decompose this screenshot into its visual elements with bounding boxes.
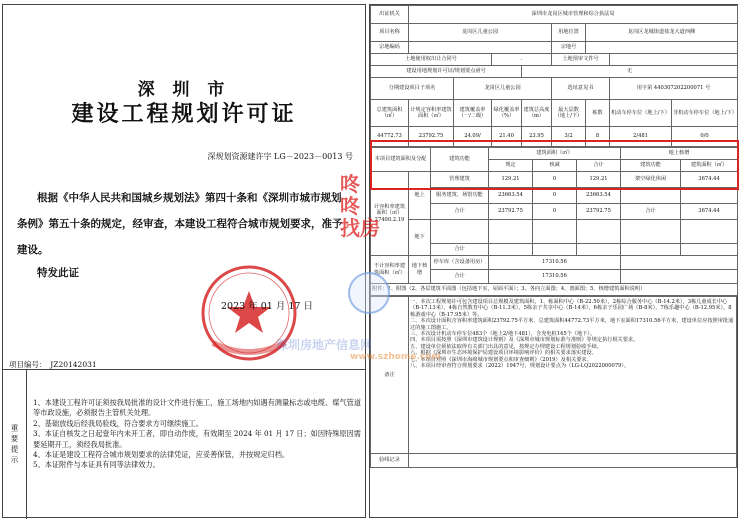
area-header: 建筑功能 <box>621 160 681 172</box>
key-value: 0/0 <box>672 127 738 147</box>
project-info-table <box>370 5 738 147</box>
issue-date: 2023 年 01 月 17 日 <box>221 301 313 312</box>
site-watermark: 深圳房地产信息网 <box>276 338 373 352</box>
key-header: 总建筑面积（㎡） <box>371 100 409 127</box>
watermark-char: 咚 <box>340 172 360 196</box>
sub-project-label: 分期建设项目子项名 <box>371 78 454 100</box>
key-header: 建筑覆盖率（一/二级） <box>454 100 492 127</box>
issuer-value: 深圳市龙岗区城市管理和综合执法局 <box>409 6 738 24</box>
area-header: 规定 <box>489 160 533 172</box>
watermark-char: 房 <box>360 216 380 240</box>
key-value: 2/481 <box>610 127 672 147</box>
note-item: 3、本证自核发之日起壹年内未开工者，即自动作废，有效期至 2024 年 01 月 17 日；如因特殊原因需要延期开工，须经我局批准。 <box>33 429 361 449</box>
key-value: 21.40 <box>492 127 522 147</box>
project-value: 龙岗区儿童公园 <box>409 24 552 42</box>
project-label: 项目名称 <box>371 24 409 42</box>
remark-item: 五、建设单位须依法取得有关部门出具的意见，按规定办理建设工程规划验收手续。 <box>410 343 602 350</box>
sub-project-value: 龙岗区儿童公园 <box>454 78 552 100</box>
table-row: 计容积率建筑面积（㎡）27400.2.19 地上 管理建筑 129.21 0 129.21 架空绿化休闲 3674.44 <box>371 172 738 188</box>
key-metrics-highlight <box>370 140 739 190</box>
site-opinion-label: 选址意见书 <box>552 78 610 100</box>
area-group-label: 计容积率建筑面积（㎡）27400.2.19 <box>371 172 409 256</box>
watermark-char: 找 <box>340 216 360 240</box>
remark-item: 四、本项目需按照《深圳市建筑设计规则》及《深圳市城市规划标准与准则》等规定执行相关要求。 <box>410 337 639 344</box>
key-header: 非机动车停车位（地上/下） <box>672 100 738 127</box>
key-header: 最大层数（地上/下） <box>552 100 586 127</box>
area-header: 地上核增 <box>621 148 738 160</box>
remark-item: 三、本次设计机动车停车位483个（地上2/地下481），含充电桩145个（地下）。 <box>410 331 596 338</box>
key-header: 建筑总高度（m） <box>522 100 552 127</box>
area-header: 建筑功能 <box>431 148 489 172</box>
remark-item: 六、根据《深圳市生态环境保护局建设项目环境影响评价》的相关要求落实建设。 <box>410 350 597 357</box>
certificate-body: 根据《中华人民共和国城乡规划法》第四十条和《深圳市城市规划条例》第五十条的规定，经审查，本建设工程符合城市规划要求，准予建设。 <box>17 192 343 256</box>
land-pre-label: 土地预审文件号 <box>552 54 610 66</box>
nonfar-group-label: 不计容积率建筑面积（㎡） <box>371 256 409 284</box>
key-value: 44772.73 <box>371 127 409 147</box>
issuer-label: 出证机关 <box>371 6 409 24</box>
area-header: 建筑面积（㎡） <box>489 148 621 160</box>
area-header: 合计 <box>577 160 621 172</box>
remarks-content <box>409 297 737 454</box>
remark-item: 一、本次工程规划许可包含建设项目总规模及建筑面积，1、栋面积中心（B-22.50米），2栋综合服务中心（B-14.2米），3栋儿童成长中心（B-17.13米），4栋自然教育中心（B-11.3米），5栋亲子共享中心（B-14米），6栋亲子乐园广场（B-8米），7栋乐趣中心（B-12.95米），8栋游戏中心（B-17.95米）等。 <box>410 299 732 318</box>
key-value: 8 <box>586 127 610 147</box>
parcel-label: 宗地编码 <box>371 42 409 54</box>
watermark-char: 咚 <box>340 194 360 218</box>
parcel-no-label: 宗地号 <box>552 42 586 54</box>
plan-label: 建设用地规划许可证/规划要点函号 <box>371 66 522 78</box>
acceptance-label: 验线记录 <box>371 454 409 468</box>
note-item: 1、本建设工程许可证须按我局批准的设计文件进行施工，施工场地内如遇有测量标志或电缆、煤气管道等市政设施，必须报告主管机关处理。 <box>33 398 362 418</box>
note-item: 5、本证附件与本证具有同等法律效力。 <box>33 460 160 470</box>
permit-attachment-page <box>369 4 738 518</box>
key-header: 机动车停车位（地上/下） <box>610 100 672 127</box>
land-doc-value: . <box>492 54 552 66</box>
note-item: 4、本证是建设工程符合城市规划要求的法律凭证，应妥善保管，并按规定归档。 <box>33 450 290 460</box>
key-header: 栋数 <box>586 100 610 127</box>
site-url-watermark: www.szhome.com <box>350 352 441 362</box>
remark-item: 八、本项目经审查符合规划要求（2022）1947号，规划设计要点为（LG-LQ2022000079）。 <box>410 363 630 370</box>
table-row: 服务建筑、场馆功能 23663.54 0 23663.54 <box>371 188 738 204</box>
city-heading: 深 圳 市 <box>137 80 231 100</box>
remarks-label: 备注 <box>371 297 409 454</box>
remark-item: 七、本项目对照《深圳市海绵城市规划要点和审查细则》（2019）及相关要求。 <box>410 356 592 363</box>
attachments-line: 附件：1、附图（2、各层建筑平面图（包括地下室，屋面平面）；3、各向立面图；4、剖面图；5、核增建筑面积说明） <box>371 284 738 296</box>
land-doc-label: 土地使用权出让合同号 <box>371 54 492 66</box>
plan-value: 无 <box>522 66 738 78</box>
area-header: 核减 <box>533 160 577 172</box>
site-logo-icon <box>348 272 390 314</box>
special-issue-text: 特发此证 <box>37 267 79 279</box>
land-use-number: 用字第 440307202200071 号 <box>610 78 738 100</box>
key-header: 计规定容积率建筑面积（㎡） <box>409 100 454 127</box>
permit-number: 深规划资源建许字 LG－2023－0013 号 <box>207 152 353 161</box>
notes-label: 重要提示 <box>3 370 27 519</box>
area-header: 本项目建筑面积及分配 <box>371 148 431 172</box>
area-table: 本项目建筑面积及分配 建筑功能 建筑面积（㎡） 地上核增 规定 核减 合计 建筑功能 建筑面积（㎡） 计容积率建筑面积（㎡）27400.2.19 地上 管理建筑 129.21 0 129.21 架空绿化休闲 3674.44 服务建筑、场馆功能 23663.54 0 23663.54 合计 23792.75 0 23792.75 合计 3674.44 地下 合计 不计容积率建筑面积（㎡） 地下核增 停车库（含设备用房） 17310.56 合计 17310.56 附件：1、附图（2、各层建筑平面图（包括地下室，屋面平面）；3、各向立面图；4、剖面图；5、核增建筑面积说明） <box>370 147 738 296</box>
table-row: 合计 23792.75 0 23792.75 合计 3674.44 <box>371 204 738 220</box>
permit-certificate-page <box>2 4 366 518</box>
remark-item: 二、本次设计面积含容积率建筑面积23792.75平方米，总建筑面积44772.73平方米，地下室面积17310.56平方米，建设单位应按照审批通过的施工图施工。 <box>410 318 734 331</box>
note-item: 2、基础放线后经我局验线，符合要求方可继续施工。 <box>33 418 203 428</box>
key-value: 24.09/ <box>454 127 492 147</box>
important-notes <box>3 369 365 519</box>
certificate-title: 建设工程规划许可证 <box>71 101 297 127</box>
location-value: 龙岗区龙城街道盐龙大道西侧 <box>586 24 738 42</box>
key-value: 3/2 <box>552 127 586 147</box>
key-header: 绿化覆盖率（%） <box>492 100 522 127</box>
key-value: 23792.75 <box>409 127 454 147</box>
area-header: 建筑面积（㎡） <box>681 160 738 172</box>
key-value: 23.95 <box>522 127 552 147</box>
remarks-table <box>370 296 737 468</box>
item-number: 项目编号： JZ20142031 <box>9 360 97 369</box>
location-label: 用地位置 <box>552 24 586 42</box>
